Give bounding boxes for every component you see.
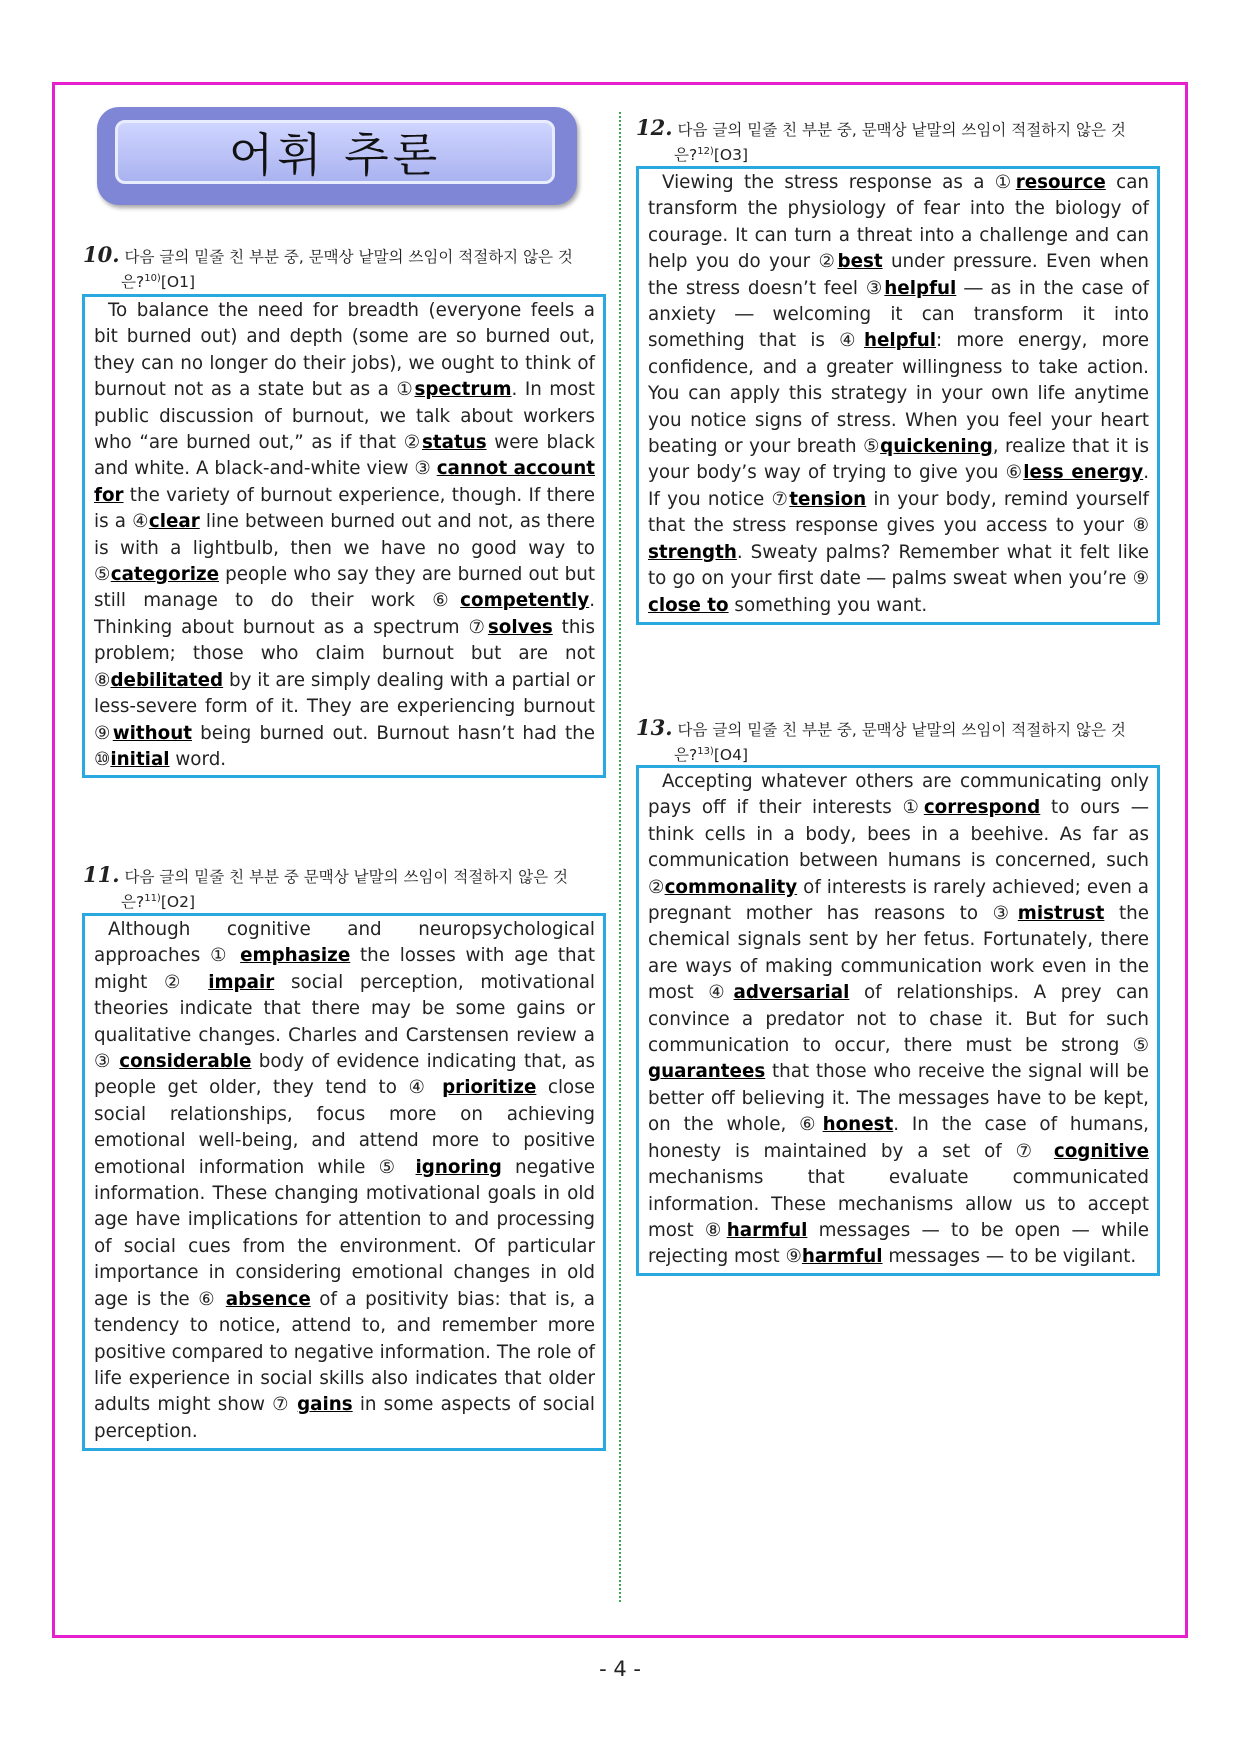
passage-segment: : more energy, more confidence, and a greater willingness to take action. You can apply this strategy in your own life anytime you notice signs of stress. When you feel your heart beating or your breath ⑤ <box>648 330 1150 458</box>
question-prompt: 다음 글의 밑줄 친 부분 중, 문맥상 낱말의 쓰임이 적절하지 않은 것 <box>677 721 1126 739</box>
passage-segment: this problem; those who claim burnout but are not ⑧ <box>94 616 596 691</box>
passage-segment: social perception, motivational theories indicate that there may be some gains or qualitative changes. Charles and Carstensen review a ③ <box>94 971 595 1073</box>
passage-segment: . If you notice ⑦ <box>648 462 1149 510</box>
question-12-header <box>636 117 1162 166</box>
underlined-word: helpful <box>863 330 936 352</box>
passage-segment: . Sweaty palms? Remember what it felt like to go on your first date ― palms sweat when you’re ⑨ <box>648 541 1149 590</box>
passage-segment: the variety of burnout experience, though. If there is a ④ <box>94 484 595 533</box>
underlined-word: helpful <box>884 277 957 299</box>
question-11-passage <box>82 913 606 1451</box>
passage-text <box>94 917 595 1445</box>
question-prompt-end: 은? <box>674 146 698 165</box>
underlined-word: quickening <box>880 436 993 458</box>
question-prompt: 다음 글의 밑줄 친 부분 중 문맥상 낱말의 쓰임이 적절하지 않은 것 <box>124 868 568 886</box>
underlined-word: status <box>422 432 487 454</box>
underlined-word: debilitated <box>110 669 224 691</box>
question-prompt-end: 은? <box>121 273 145 292</box>
question-13-passage <box>636 765 1160 1276</box>
underlined-word: prioritize <box>442 1077 537 1099</box>
passage-segment: line between burned out and not, as there is with a lightbulb, then we have no good way to ⑤ <box>94 511 595 586</box>
passage-segment: under pressure. Even when the stress doesn’t feel ③ <box>648 251 1149 299</box>
underlined-word: best <box>837 251 883 273</box>
passage-segment: by it are simply dealing with a partial or less-severe form of it. They are experiencing burnout ⑨ <box>94 669 595 744</box>
underlined-word: ignoring <box>415 1156 502 1178</box>
section-title: 어휘 추론 <box>228 128 442 182</box>
underlined-word: emphasize <box>240 945 351 967</box>
passage-segment: negative information. These changing motivational goals in old age have implications for attention to and processing of social cues from the environment. Of particular importance in considering emotional changes in old age is the ⑥ <box>94 1156 595 1310</box>
footnote-ref: 11) <box>144 893 161 904</box>
underlined-word: gains <box>297 1394 353 1416</box>
underlined-word: tension <box>789 488 867 510</box>
question-11-header <box>83 864 603 913</box>
underlined-word: categorize <box>110 564 220 586</box>
question-prompt-line2 <box>83 888 603 913</box>
question-prompt-line2 <box>636 141 1162 166</box>
question-prompt: 다음 글의 밑줄 친 부분 중, 문맥상 낱말의 쓰임이 적절하지 않은 것 <box>124 248 573 266</box>
underlined-word: harmful <box>726 1219 808 1241</box>
passage-segment: of relationships. A prey can convince a predator not to chase it. But for such communication to occur, there must be strong ⑤ <box>648 982 1149 1057</box>
underlined-word: clear <box>148 511 200 533</box>
question-code: [O1] <box>160 273 195 292</box>
underlined-word: mistrust <box>1017 903 1105 925</box>
underlined-word: resource <box>1015 172 1106 193</box>
passage-text <box>648 769 1149 1271</box>
passage-segment: , realize that it is your body’s way of trying to give you ⑥ <box>648 436 1149 484</box>
question-code: [O4] <box>713 746 748 765</box>
question-code: [O3] <box>713 146 748 165</box>
passage-segment: mechanisms that evaluate communicated information. These mechanisms allow us to accept most ⑧ <box>648 1167 1149 1241</box>
passage-segment: Although cognitive and neuropsychological approaches ① <box>94 919 595 967</box>
section-title-banner <box>97 107 577 205</box>
passage-segment: of interests is rarely achieved; even a pregnant mother has reasons to ③ <box>648 876 1149 925</box>
passage-segment: To balance the need for breadth (everyone feels a bit burned out) and depth (some are so burned out, they can no longer do their jobs), we ought to think of burnout not as a state but as a ① <box>94 300 595 401</box>
passage-segment: something you want. <box>728 594 928 616</box>
section-title-inner <box>115 120 555 184</box>
underlined-word: initial <box>110 748 170 770</box>
underlined-word: considerable <box>119 1051 252 1073</box>
question-prompt-line2 <box>83 268 603 293</box>
underlined-word: less energy <box>1023 462 1144 484</box>
underlined-word: adversarial <box>733 982 850 1004</box>
passage-segment: word. <box>169 748 227 770</box>
question-13-header <box>636 717 1162 766</box>
footnote-ref: 13) <box>697 746 714 757</box>
underlined-word: harmful <box>801 1246 883 1268</box>
passage-segment: close social relationships, focus more on achieving emotional well-being, and attend more to positive emotional information while ⑤ <box>94 1077 595 1178</box>
column-divider <box>619 112 621 1602</box>
question-code: [O2] <box>160 893 195 912</box>
passage-segment: . In most public discussion of burnout, we talk about workers who “are burned out,” as if that ② <box>94 379 595 454</box>
question-number: 10. <box>83 242 120 267</box>
question-number: 13. <box>636 715 673 740</box>
passage-segment: people who say they are burned out but still manage to do their work ⑥ <box>94 564 595 612</box>
question-prompt-line2 <box>636 741 1162 766</box>
underlined-word: cannot account for <box>94 458 595 506</box>
underlined-word: solves <box>487 616 553 638</box>
passage-segment: to ours — think cells in a body, bees in a beehive. As far as communication between humans is concerned, such ② <box>648 797 1149 898</box>
question-10-passage <box>82 294 606 778</box>
underlined-word: cognitive <box>1053 1140 1149 1162</box>
underlined-word: guarantees <box>648 1061 766 1083</box>
question-prompt-end: 은? <box>121 893 145 912</box>
passage-segment: ― as in the case of anxiety ― welcoming it can transform it into something that is ④ <box>648 277 1149 352</box>
passage-segment: the chemical signals sent by her fetus. Fortunately, there are ways of making communication work even in the most ④ <box>648 903 1149 1004</box>
passage-segment: can transform the physiology of fear into the biology of courage. It can turn a threat into a challenge and can help you do your ② <box>648 172 1149 273</box>
question-prompt-end: 은? <box>674 746 698 765</box>
footnote-ref: 12) <box>697 146 714 157</box>
passage-segment: of a positivity bias: that is, a tendency to notice, attend to, and remember more positive compared to negative information. The role of life experience in social skills also indicates that older adults might show ⑦ <box>94 1288 595 1416</box>
passage-segment: that those who receive the signal will be better off believing it. The messages have to be kept, on the whole, ⑥ <box>648 1061 1149 1136</box>
passage-segment: messages — to be open — while rejecting most ⑨ <box>648 1219 1149 1268</box>
passage-segment: Accepting whatever others are communicating only pays off if their interests ① <box>648 771 1149 819</box>
passage-segment: the losses with age that might ② <box>94 945 595 993</box>
passage-segment: were black and white. A black-and-white view ③ <box>94 432 595 480</box>
underlined-word: impair <box>208 971 275 993</box>
passage-segment: Viewing the stress response as a ① <box>662 172 1016 193</box>
question-10-header <box>83 244 603 293</box>
passage-text <box>648 170 1149 619</box>
underlined-word: close to <box>648 594 729 616</box>
underlined-word: spectrum <box>414 379 512 401</box>
question-number: 12. <box>636 115 673 140</box>
passage-text <box>94 298 595 773</box>
underlined-word: correspond <box>923 797 1041 819</box>
underlined-word: absence <box>225 1288 311 1310</box>
question-number: 11. <box>83 862 120 887</box>
question-12-passage <box>636 166 1160 625</box>
passage-segment: in your body, remind yourself that the stress response gives you access to your ⑧ <box>648 488 1149 537</box>
passage-segment: messages — to be vigilant. <box>882 1246 1137 1268</box>
underlined-word: competently <box>460 590 590 612</box>
passage-segment: in some aspects of social perception. <box>94 1394 595 1442</box>
passage-segment: . In the case of humans, honesty is maintained by a set of ⑦ <box>648 1114 1149 1162</box>
passage-segment: being burned out. Burnout hasn’t had the ⑩ <box>94 722 595 770</box>
underlined-word: commonality <box>664 876 798 898</box>
passage-segment: body of evidence indicating that, as people get older, they tend to ④ <box>94 1051 595 1099</box>
underlined-word: honest <box>822 1114 894 1136</box>
underlined-word: strength <box>648 541 737 563</box>
passage-segment: . Thinking about burnout as a spectrum ⑦ <box>94 590 595 638</box>
footnote-ref: 10) <box>144 273 161 284</box>
question-prompt: 다음 글의 밑줄 친 부분 중, 문맥상 낱말의 쓰임이 적절하지 않은 것 <box>677 121 1126 139</box>
underlined-word: without <box>112 722 192 744</box>
page-number: - 4 - <box>599 1657 641 1681</box>
